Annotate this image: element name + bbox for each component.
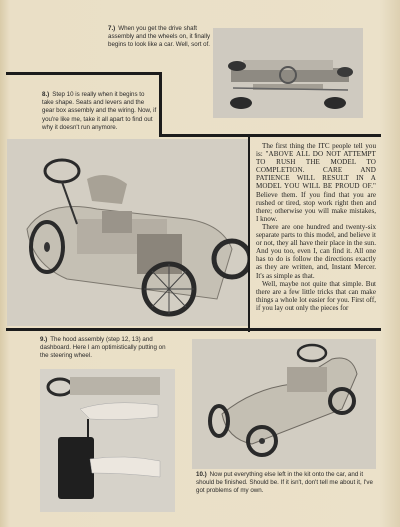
caption-text: When you get the drive shaft assembly and the wheels on, it finally begins to look like a car. Well, sort of.: [108, 25, 211, 49]
photo-car-body: [7, 139, 248, 326]
paragraph-3: Well, maybe not quite that simple. But there are a few little tricks that can make things a whole lot easier for you. First off, if you lay out only the pieces for: [256, 279, 376, 312]
photo-finished-car: [192, 339, 376, 469]
caption-step-10: [196, 471, 376, 496]
caption-step-9: [40, 336, 175, 361]
caption-step-8: [42, 91, 157, 132]
frame-rule-bottom: [159, 134, 381, 137]
caption-step-7: [108, 25, 212, 50]
column-rule-left: [248, 137, 250, 332]
caption-number: 10.): [196, 471, 207, 478]
article-text: [256, 142, 376, 312]
frame-rule-top: [6, 72, 161, 75]
paragraph-2: There are one hundred and twenty-six separate parts to this model, and believe it or not, they all have their place in the sun. And you too, even I, can find it. All one has to do is follow the directions exactly as they are written, and, Instant Mercer. It's as simple as that.: [256, 222, 376, 280]
caption-text: Step 10 is really when it begins to take shape. Seats and levers and the gear box assembly and the wiring. Now, if you're like me, take it all apart to find out why it doesn't run anymore.: [42, 91, 157, 131]
caption-text: Now put everything else left in the kit onto the car, and it should be finished. Should be. If it isn't, don't tell me about it, I've got problems of my own.: [196, 471, 373, 495]
photo-hood-assembly: [40, 369, 175, 512]
frame-rule-side: [159, 72, 162, 137]
caption-number: 8.): [42, 91, 50, 98]
caption-number: 9.): [40, 336, 48, 343]
photo-chassis: [213, 28, 363, 118]
paragraph-1: The first thing the ITC people tell you is: "ABOVE ALL DO NOT ATTEMPT TO RUSH THE MODEL TO COMPLETION. CARE AND PATIENCE WILL RESULT IN A MODEL YOU WILL BE PROUD OF." Believe them. If you find that you are rushed or tired, stop work right then and there; otherwise you will make mistakes, I know.: [256, 142, 376, 223]
section-rule-middle: [6, 328, 381, 331]
caption-text: The hood assembly (step 12, 13) and dashboard. Here I am optimistically putting on the steering wheel.: [40, 336, 166, 360]
caption-number: 7.): [108, 25, 116, 32]
